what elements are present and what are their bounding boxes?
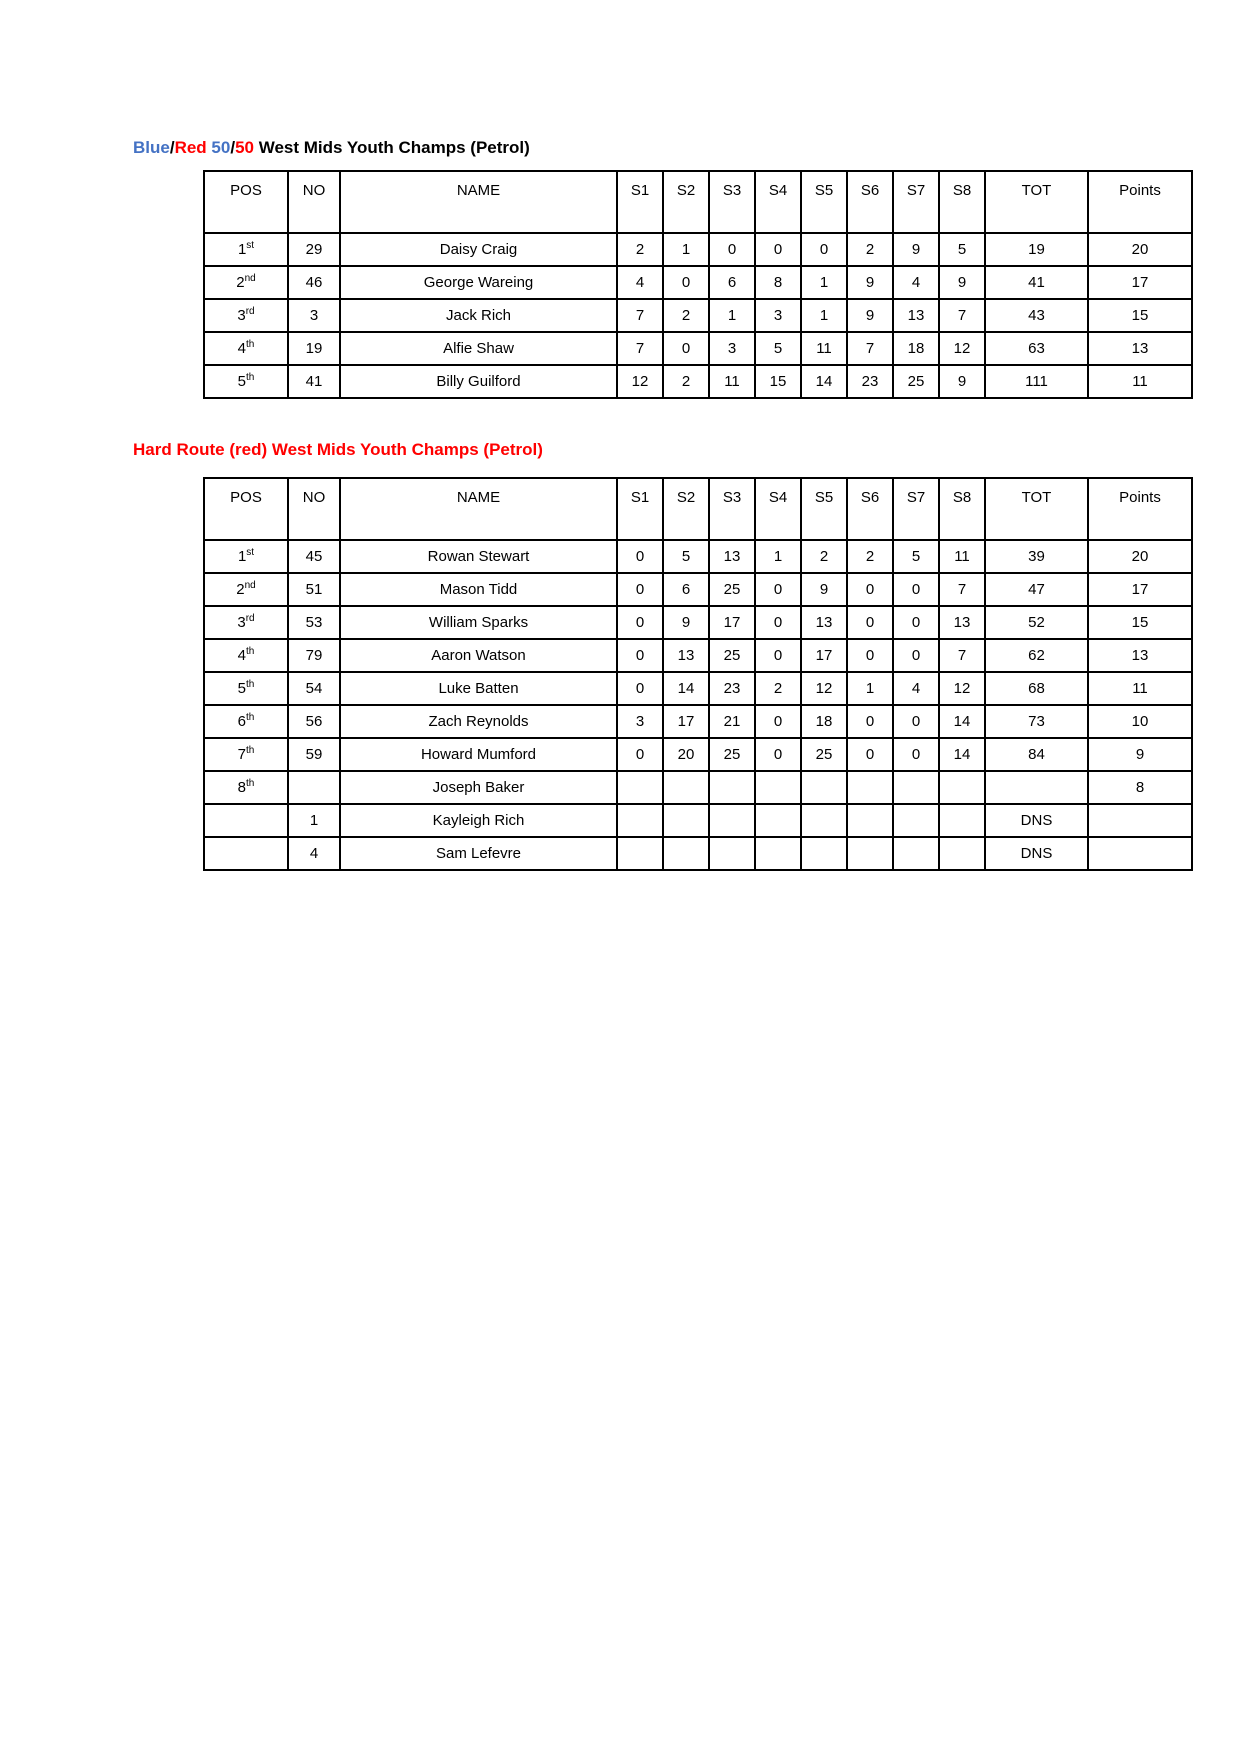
cell-s3 [709,837,755,870]
pos-number: 6 [237,713,246,730]
cell-s1: 0 [617,540,663,573]
cell-s4: 5 [755,332,801,365]
table-row [204,606,1192,639]
cell-s6: 0 [847,738,893,771]
cell-name: Billy Guilford [340,365,617,398]
cell-s6: 2 [847,540,893,573]
column-header-s2: S2 [663,478,709,540]
cell-s4: 2 [755,672,801,705]
cell-s1: 2 [617,233,663,266]
pos-ordinal-suffix: th [246,679,255,690]
cell-no: 56 [288,705,340,738]
column-header-s3: S3 [709,171,755,233]
cell-s1: 0 [617,639,663,672]
cell-s1: 12 [617,365,663,398]
cell-pos [204,771,288,804]
cell-tot: DNS [985,804,1088,837]
column-header-s3: S3 [709,478,755,540]
cell-s5: 11 [801,332,847,365]
pos-ordinal-suffix: th [246,339,255,350]
cell-s3: 0 [709,233,755,266]
cell-s3: 25 [709,639,755,672]
cell-s4: 0 [755,738,801,771]
pos-number: 1 [237,548,247,565]
title-segment: Blue [133,138,170,157]
cell-s3: 3 [709,332,755,365]
cell-s3: 17 [709,606,755,639]
pos-number: 4 [237,647,246,664]
column-header-tot: TOT [985,171,1088,233]
cell-pos [204,233,288,266]
cell-pos [204,804,288,837]
cell-s7 [893,837,939,870]
cell-s8 [939,804,985,837]
cell-s7: 4 [893,672,939,705]
cell-points: 11 [1088,672,1192,705]
cell-no: 79 [288,639,340,672]
cell-s4: 0 [755,705,801,738]
cell-s4: 1 [755,540,801,573]
cell-s7: 9 [893,233,939,266]
title-segment: 50 [206,138,231,157]
pos-ordinal-suffix: th [246,745,255,756]
cell-name: Aaron Watson [340,639,617,672]
table-row [204,266,1192,299]
table-row [204,540,1192,573]
cell-s8: 9 [939,365,985,398]
pos-ordinal-suffix: rd [245,613,255,624]
cell-s3: 21 [709,705,755,738]
pos-number: 3 [237,614,246,631]
cell-pos [204,738,288,771]
cell-s5 [801,804,847,837]
cell-s5: 18 [801,705,847,738]
cell-s1: 3 [617,705,663,738]
title-segment: / [169,138,175,157]
cell-no: 59 [288,738,340,771]
pos-ordinal-suffix: st [246,240,255,251]
cell-tot: 52 [985,606,1088,639]
cell-s3: 23 [709,672,755,705]
cell-s6 [847,837,893,870]
cell-name: Alfie Shaw [340,332,617,365]
cell-s2: 0 [663,332,709,365]
cell-s4 [755,771,801,804]
cell-points [1088,804,1192,837]
cell-s8: 5 [939,233,985,266]
cell-pos [204,837,288,870]
results-table-2 [203,477,1193,871]
cell-s2: 13 [663,639,709,672]
table-row [204,672,1192,705]
cell-s6: 7 [847,332,893,365]
pos-number: 5 [237,373,246,390]
cell-s7: 0 [893,573,939,606]
cell-s6: 23 [847,365,893,398]
table-row [204,771,1192,804]
table-row [204,332,1192,365]
cell-s5: 9 [801,573,847,606]
cell-no: 54 [288,672,340,705]
cell-s7: 0 [893,705,939,738]
pos-number: 5 [237,680,246,697]
pos-number: 4 [237,340,246,357]
cell-name: Sam Lefevre [340,837,617,870]
cell-s7: 4 [893,266,939,299]
column-header-tot: TOT [985,478,1088,540]
title-segment: Red [174,138,207,157]
cell-s6 [847,804,893,837]
cell-s5 [801,771,847,804]
cell-s2: 1 [663,233,709,266]
cell-s4: 0 [755,233,801,266]
cell-s4: 0 [755,639,801,672]
cell-points: 20 [1088,233,1192,266]
cell-s5: 25 [801,738,847,771]
cell-tot: 73 [985,705,1088,738]
cell-s3: 25 [709,738,755,771]
cell-no: 19 [288,332,340,365]
cell-s8: 12 [939,672,985,705]
cell-s4: 0 [755,606,801,639]
cell-s6: 0 [847,639,893,672]
cell-s8: 13 [939,606,985,639]
cell-points: 17 [1088,266,1192,299]
table-title-2 [133,438,543,462]
cell-s3 [709,771,755,804]
column-header-s7: S7 [893,171,939,233]
table-row [204,804,1192,837]
cell-s5: 13 [801,606,847,639]
header-row [204,478,1192,540]
cell-points: 13 [1088,332,1192,365]
cell-points: 11 [1088,365,1192,398]
cell-s2: 20 [663,738,709,771]
cell-s2: 5 [663,540,709,573]
cell-s2 [663,771,709,804]
pos-number: 3 [237,307,246,324]
cell-no: 51 [288,573,340,606]
cell-s8: 14 [939,738,985,771]
pos-number: 7 [237,746,246,763]
pos-ordinal-suffix: th [246,646,255,657]
cell-name: Luke Batten [340,672,617,705]
cell-s2: 0 [663,266,709,299]
pos-ordinal-suffix: st [246,547,255,558]
column-header-s5: S5 [801,478,847,540]
cell-s7: 18 [893,332,939,365]
cell-s7 [893,771,939,804]
cell-points: 8 [1088,771,1192,804]
cell-s3: 6 [709,266,755,299]
cell-s3: 13 [709,540,755,573]
pos-number: 2 [236,581,245,598]
cell-s6: 0 [847,606,893,639]
column-header-s8: S8 [939,478,985,540]
cell-s5: 1 [801,266,847,299]
cell-s5 [801,837,847,870]
column-header-name: NAME [340,171,617,233]
cell-points: 10 [1088,705,1192,738]
cell-points: 15 [1088,606,1192,639]
cell-pos [204,332,288,365]
cell-name: Kayleigh Rich [340,804,617,837]
cell-tot [985,771,1088,804]
cell-s2: 2 [663,299,709,332]
cell-s2: 2 [663,365,709,398]
cell-s1 [617,837,663,870]
cell-pos [204,365,288,398]
column-header-s7: S7 [893,478,939,540]
cell-s1: 0 [617,606,663,639]
cell-name: Mason Tidd [340,573,617,606]
results-table-1 [203,170,1193,399]
cell-points: 9 [1088,738,1192,771]
pos-ordinal-suffix: th [246,778,255,789]
pos-number: 1 [237,241,247,258]
cell-pos [204,299,288,332]
cell-s7: 0 [893,639,939,672]
cell-name: Zach Reynolds [340,705,617,738]
cell-tot: 47 [985,573,1088,606]
cell-s8: 14 [939,705,985,738]
cell-s5: 14 [801,365,847,398]
table-row [204,573,1192,606]
cell-s6: 0 [847,573,893,606]
pos-ordinal-suffix: th [246,372,255,383]
cell-s6: 1 [847,672,893,705]
cell-s8: 7 [939,299,985,332]
cell-s6: 0 [847,705,893,738]
cell-tot: 111 [985,365,1088,398]
cell-s4 [755,804,801,837]
cell-s1: 7 [617,332,663,365]
cell-s2: 14 [663,672,709,705]
cell-s4: 3 [755,299,801,332]
cell-points: 15 [1088,299,1192,332]
cell-s8 [939,771,985,804]
cell-s2 [663,804,709,837]
cell-s3: 11 [709,365,755,398]
cell-tot: 39 [985,540,1088,573]
pos-ordinal-suffix: th [246,712,255,723]
cell-tot: 43 [985,299,1088,332]
cell-s5: 12 [801,672,847,705]
cell-s6 [847,771,893,804]
cell-s5: 17 [801,639,847,672]
cell-s3: 1 [709,299,755,332]
cell-pos [204,540,288,573]
column-header-s1: S1 [617,478,663,540]
cell-pos [204,573,288,606]
cell-s5: 0 [801,233,847,266]
cell-no: 46 [288,266,340,299]
table-title-1 [133,136,530,160]
cell-s7: 0 [893,738,939,771]
cell-name: Joseph Baker [340,771,617,804]
cell-tot: 19 [985,233,1088,266]
cell-s1: 0 [617,672,663,705]
pos-ordinal-suffix: nd [244,580,256,591]
cell-s8: 7 [939,639,985,672]
cell-tot: 62 [985,639,1088,672]
cell-s7 [893,804,939,837]
cell-no: 4 [288,837,340,870]
cell-no: 53 [288,606,340,639]
cell-s1: 0 [617,738,663,771]
title-segment: West Mids Youth Champs (Petrol) [254,138,530,157]
cell-tot: 63 [985,332,1088,365]
cell-s7: 25 [893,365,939,398]
table-row [204,233,1192,266]
title-segment: / [230,138,236,157]
column-header-no: NO [288,171,340,233]
cell-s2: 9 [663,606,709,639]
cell-no [288,771,340,804]
cell-tot: 68 [985,672,1088,705]
cell-no: 1 [288,804,340,837]
cell-s6: 9 [847,299,893,332]
cell-s7: 5 [893,540,939,573]
column-header-s2: S2 [663,171,709,233]
header-row [204,171,1192,233]
title-segment: 50 [235,138,254,157]
table-row [204,837,1192,870]
cell-points: 13 [1088,639,1192,672]
pos-ordinal-suffix: rd [245,306,255,317]
cell-name: Rowan Stewart [340,540,617,573]
cell-s3 [709,804,755,837]
column-header-pos: POS [204,478,288,540]
cell-pos [204,705,288,738]
column-header-s1: S1 [617,171,663,233]
table-row [204,639,1192,672]
cell-pos [204,606,288,639]
cell-s1: 7 [617,299,663,332]
column-header-name: NAME [340,478,617,540]
cell-s2: 6 [663,573,709,606]
cell-s8 [939,837,985,870]
table-row [204,365,1192,398]
cell-s8: 9 [939,266,985,299]
cell-s1 [617,804,663,837]
cell-tot: DNS [985,837,1088,870]
column-header-s8: S8 [939,171,985,233]
cell-s4: 0 [755,573,801,606]
cell-s5: 2 [801,540,847,573]
cell-s7: 0 [893,606,939,639]
column-header-no: NO [288,478,340,540]
cell-s4 [755,837,801,870]
title-segment: Hard Route (red) West Mids Youth Champs (Petrol) [133,440,543,459]
cell-no: 29 [288,233,340,266]
column-header-s6: S6 [847,478,893,540]
cell-name: George Wareing [340,266,617,299]
cell-s8: 7 [939,573,985,606]
cell-s8: 12 [939,332,985,365]
cell-pos [204,266,288,299]
cell-points [1088,837,1192,870]
cell-s6: 9 [847,266,893,299]
cell-pos [204,639,288,672]
cell-s8: 11 [939,540,985,573]
cell-s7: 13 [893,299,939,332]
cell-pos [204,672,288,705]
cell-s1 [617,771,663,804]
cell-points: 17 [1088,573,1192,606]
cell-s6: 2 [847,233,893,266]
table-row [204,705,1192,738]
cell-name: Daisy Craig [340,233,617,266]
cell-s4: 15 [755,365,801,398]
table-row [204,299,1192,332]
table-row [204,738,1192,771]
cell-s2 [663,837,709,870]
cell-name: William Sparks [340,606,617,639]
pos-number: 2 [236,274,245,291]
cell-no: 41 [288,365,340,398]
cell-name: Jack Rich [340,299,617,332]
pos-ordinal-suffix: nd [244,273,256,284]
cell-points: 20 [1088,540,1192,573]
column-header-points: Points [1088,171,1192,233]
cell-s1: 4 [617,266,663,299]
column-header-points: Points [1088,478,1192,540]
cell-s2: 17 [663,705,709,738]
column-header-s5: S5 [801,171,847,233]
cell-tot: 84 [985,738,1088,771]
column-header-s4: S4 [755,171,801,233]
column-header-s6: S6 [847,171,893,233]
pos-number: 8 [237,779,246,796]
cell-tot: 41 [985,266,1088,299]
cell-no: 3 [288,299,340,332]
cell-no: 45 [288,540,340,573]
cell-s5: 1 [801,299,847,332]
column-header-s4: S4 [755,478,801,540]
cell-s4: 8 [755,266,801,299]
column-header-pos: POS [204,171,288,233]
cell-s3: 25 [709,573,755,606]
cell-s1: 0 [617,573,663,606]
cell-name: Howard Mumford [340,738,617,771]
